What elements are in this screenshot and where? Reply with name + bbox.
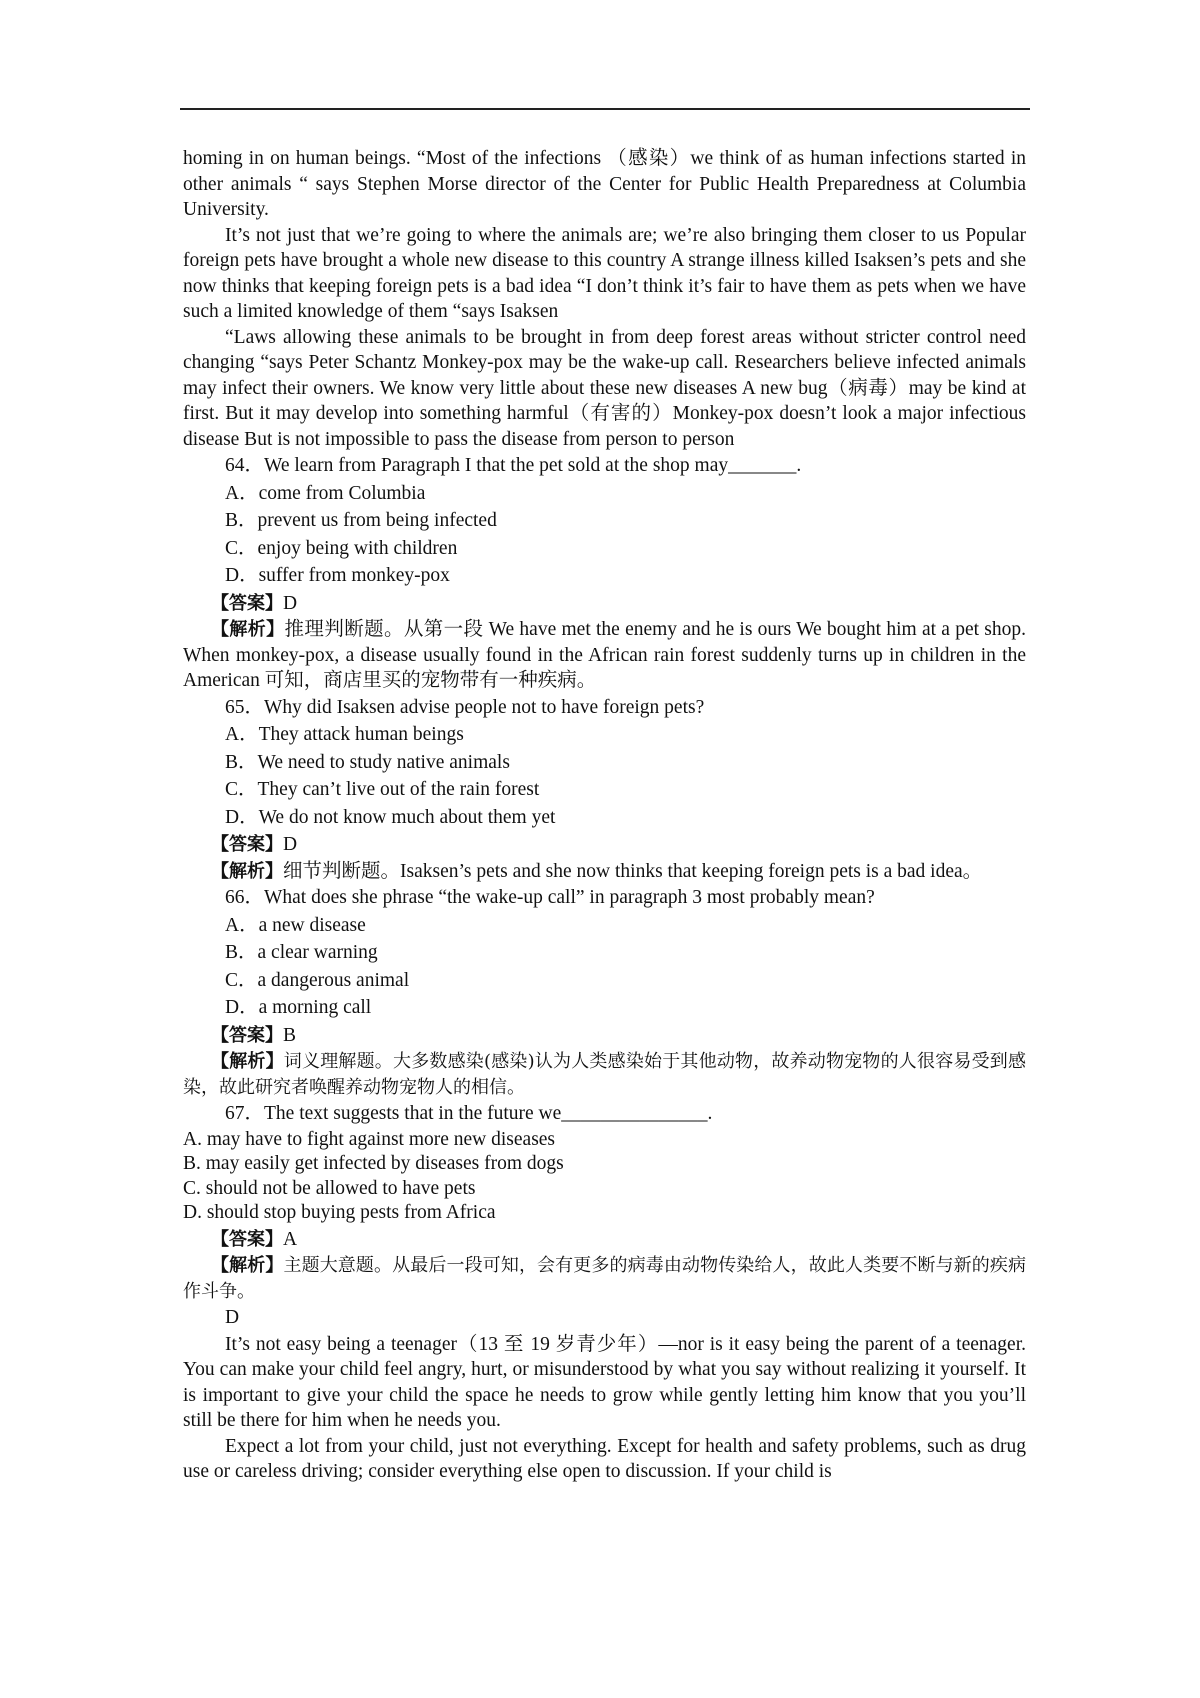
answer-line xyxy=(183,1226,1026,1254)
analysis-tag: 【解析】 xyxy=(211,619,285,640)
option-c: C．a dangerous animal xyxy=(225,969,410,991)
answer-line xyxy=(183,1022,1026,1050)
answer-value: B xyxy=(283,1024,297,1046)
answer-tag: 【答案】 xyxy=(211,1024,283,1046)
header-rule xyxy=(180,108,1030,110)
analysis-text: 主题大意题。从最后一段可知，会有更多的病毒由动物传染给人，故此人类要不断与新的疾病作斗争。 xyxy=(183,1255,1027,1302)
answer-value: D xyxy=(283,834,298,855)
option-d: D．a morning call xyxy=(225,997,372,1018)
answer-tag: 【答案】 xyxy=(211,592,283,614)
question-65 xyxy=(183,694,1026,885)
answer-value: A xyxy=(283,1228,298,1250)
answer-value: D xyxy=(283,592,298,614)
option-a: A. may have to fight against more new diseases xyxy=(183,1128,556,1150)
question-66 xyxy=(183,884,1026,1100)
analysis-tag: 【解析】 xyxy=(211,1255,284,1276)
option-c: C．They can’t live out of the rain forest xyxy=(225,779,540,800)
option-c: C．enjoy being with children xyxy=(225,537,458,559)
page-content xyxy=(183,146,1026,1485)
option-a: A．come from Columbia xyxy=(225,482,426,504)
answer-tag: 【答案】 xyxy=(211,1228,283,1250)
answer-line xyxy=(183,831,1026,859)
option-d: D．We do not know much about them yet xyxy=(225,806,556,828)
option-b: B．We need to study native animals xyxy=(225,751,510,773)
option-b: B. may easily get infected by diseases from dogs xyxy=(183,1153,564,1174)
option-d: D. should stop buying pests from Africa xyxy=(183,1202,496,1223)
passage-c-paragraph-1: homing in on human beings. “Most of the infections （感染）we think of as human infections started in other animals “ says Stephen Morse director of the Center for Public Health Preparedness at Columbia University. xyxy=(183,148,1026,220)
analysis-tag: 【解析】 xyxy=(211,860,283,882)
analysis-text: 词义理解题。大多数感染(感染)认为人类感染始于其他动物，故养动物宠物的人很容易受到感染，故此研究者唤醒养动物宠物人的相信。 xyxy=(183,1051,1026,1098)
option-a: A．a new disease xyxy=(225,914,366,936)
answer-line xyxy=(183,590,1026,618)
question-stem: 67．The text suggests that in the future we_______________. xyxy=(225,1103,713,1124)
option-b: B．prevent us from being infected xyxy=(225,510,497,531)
passage-d-paragraph-2: Expect a lot from your child, just not everything. Except for health and safety problems, such as drug use or careless driving; consider everything else open to discussion. If your child is xyxy=(183,1435,1026,1482)
option-b: B．a clear warning xyxy=(225,942,378,963)
question-stem: 65．Why did Isaksen advise people not to have foreign pets? xyxy=(225,696,705,718)
analysis-tag: 【解析】 xyxy=(211,1051,284,1072)
passage-d-label: D xyxy=(225,1307,240,1328)
analysis-line xyxy=(183,1049,1026,1100)
analysis-text: 推理判断题。从第一段 We have met the enemy and he is ours We bought him at a pet shop. When monkey-pox, a disease usually found in the African rain forest suddenly turns up in children in the American 可知，商店里买的宠物带有一种疾病。 xyxy=(183,619,1026,691)
answer-tag: 【答案】 xyxy=(211,834,283,855)
question-64 xyxy=(183,452,1026,694)
option-d: D．suffer from monkey-pox xyxy=(225,565,450,586)
analysis-line xyxy=(183,859,1026,885)
option-c: C. should not be allowed to have pets xyxy=(183,1177,476,1199)
question-stem: 66．What does she phrase “the wake-up call” in paragraph 3 most probably mean? xyxy=(225,887,875,908)
passage-d-paragraph-1: It’s not easy being a teenager（13 至 19 岁青少年）—nor is it easy being the parent of a teenager. You can make your child feel angry, hurt, or misunderstood by what you say without realizing it yourself. It is important to give your child the space he needs to grow while gently letting him know that you you’ll still be there for him when he needs you. xyxy=(183,1333,1026,1431)
analysis-line xyxy=(183,617,1026,694)
question-stem: 64．We learn from Paragraph I that the pet sold at the shop may_______. xyxy=(225,455,802,476)
passage-c-paragraph-3: “Laws allowing these animals to be brought in from deep forest areas without stricter control need changing “says Peter Schantz Monkey-pox may be the wake-up call. Researchers believe infected animals may infect their owners. We know very little about these new diseases A new bug（病毒）may be kind at first. But it may develop into something harmful（有害的）Monkey-pox doesn’t look a major infectious disease But is not impossible to pass the disease from person to person xyxy=(183,326,1026,450)
question-67 xyxy=(183,1100,1026,1304)
analysis-text: 细节判断题。Isaksen’s pets and she now thinks that keeping foreign pets is a bad idea。 xyxy=(283,860,983,882)
analysis-line xyxy=(183,1253,1026,1304)
option-a: A．They attack human beings xyxy=(225,724,464,745)
passage-c-paragraph-2: It’s not just that we’re going to where the animals are; we’re also bringing them closer to us Popular foreign pets have brought a whole new disease to this country A strange illness killed Isaksen’s pets and she now thinks that keeping foreign pets is a bad idea “I don’t think it’s fair to have them as pets when we have such a limited knowledge of them “says Isaksen xyxy=(183,224,1026,322)
